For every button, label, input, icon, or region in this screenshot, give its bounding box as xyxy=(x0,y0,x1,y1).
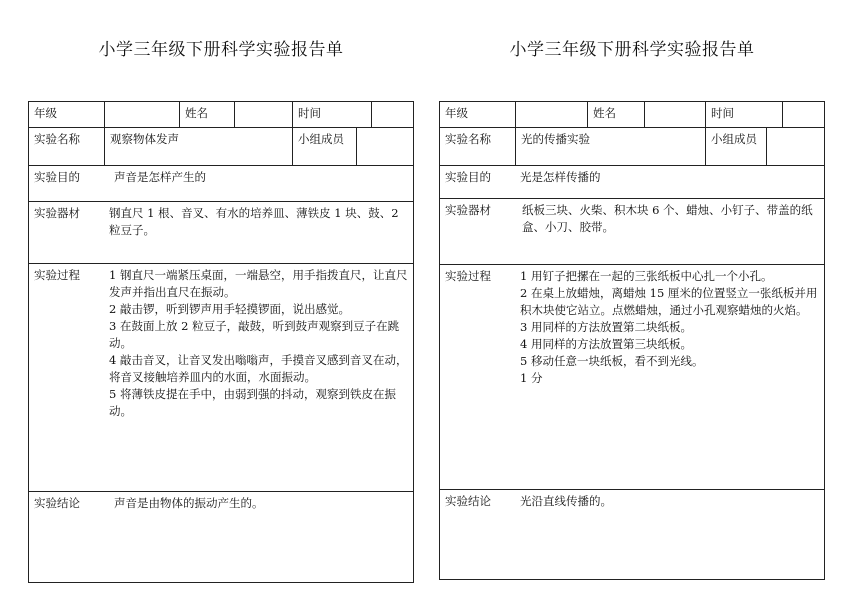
process-step-2: 2 敲击锣，听到锣声用手轻摸锣面，说出感觉。 xyxy=(109,302,350,316)
name-value[interactable] xyxy=(234,102,292,127)
purpose-value[interactable]: 声音是怎样产生的 xyxy=(114,170,206,184)
purpose-label: 实验目的 xyxy=(34,170,80,184)
conclusion-value[interactable]: 光沿直线传播的。 xyxy=(520,494,612,508)
row-conclusion xyxy=(440,490,824,579)
report-table xyxy=(439,101,825,580)
process-step-4: 4 用同样的方法放置第三块纸板。 xyxy=(520,337,692,351)
group-members-label: 小组成员 xyxy=(705,128,766,165)
process-value[interactable] xyxy=(104,264,413,491)
process-label: 实验过程 xyxy=(445,269,491,283)
row-process xyxy=(440,265,824,490)
name-label: 姓名 xyxy=(587,102,644,127)
grade-value[interactable] xyxy=(515,102,587,127)
row-experiment-name xyxy=(440,128,824,166)
experiment-name-value[interactable]: 观察物体发声 xyxy=(104,128,292,165)
conclusion-value[interactable]: 声音是由物体的振动产生的。 xyxy=(114,496,264,510)
experiment-name-label: 实验名称 xyxy=(445,132,491,146)
purpose-label: 实验目的 xyxy=(445,170,491,184)
name-value[interactable] xyxy=(644,102,705,127)
group-members-value[interactable] xyxy=(766,128,824,165)
process-value[interactable] xyxy=(515,265,824,489)
equipment-label: 实验器材 xyxy=(34,206,80,220)
row-equipment xyxy=(440,199,824,265)
conclusion-label: 实验结论 xyxy=(445,494,491,508)
process-step-1: 1 钢直尺一端紧压桌面，一端悬空，用手指拨直尺，让直尺发声并指出直尺在振动。 xyxy=(109,268,408,299)
row-conclusion xyxy=(29,492,413,582)
equipment-value[interactable]: 纸板三块、火柴、积木块 6 个、蜡烛、小钉子、带盖的纸盒、小刀、胶带。 xyxy=(522,203,813,234)
group-members-value[interactable] xyxy=(356,128,413,165)
row-process xyxy=(29,264,413,492)
row-grade-name-time xyxy=(440,102,824,128)
row-purpose xyxy=(29,166,413,202)
process-step-4: 4 敲击音叉，让音叉发出嗡嗡声，手摸音叉感到音叉在动，将音叉接触培养皿内的水面，水面振动。 xyxy=(109,353,408,384)
purpose-value[interactable]: 光是怎样传播的 xyxy=(520,170,601,184)
equipment-value[interactable]: 钢直尺 1 根、音叉、有水的培养皿、薄铁皮 1 块、鼓、2 粒豆子。 xyxy=(109,206,399,237)
process-step-3: 3 在鼓面上放 2 粒豆子，敲鼓，听到鼓声观察到豆子在跳动。 xyxy=(109,319,400,350)
row-experiment-name xyxy=(29,128,413,166)
row-purpose xyxy=(440,166,824,199)
row-grade-name-time xyxy=(29,102,413,128)
conclusion-label: 实验结论 xyxy=(34,496,80,510)
name-label: 姓名 xyxy=(179,102,234,127)
process-label: 实验过程 xyxy=(34,268,80,282)
process-step-2: 2 在桌上放蜡烛，离蜡烛 15 厘米的位置竖立一张纸板并用积木块使它站立。点燃蜡烛，通过小孔观察蜡烛的火焰。 xyxy=(520,286,818,317)
experiment-name-label: 实验名称 xyxy=(34,132,80,146)
row-equipment xyxy=(29,202,413,264)
process-step-6: 1 分 xyxy=(520,371,543,385)
time-label: 时间 xyxy=(292,102,371,127)
process-step-5: 5 将薄铁皮提在手中，由弱到强的抖动，观察到铁皮在振动。 xyxy=(109,387,396,418)
grade-value[interactable] xyxy=(104,102,179,127)
grade-label: 年级 xyxy=(34,106,57,120)
report-title: 小学三年级下册科学实验报告单 xyxy=(509,40,755,60)
group-members-label: 小组成员 xyxy=(292,128,356,165)
experiment-name-value[interactable]: 光的传播实验 xyxy=(515,128,705,165)
report-table xyxy=(28,101,414,583)
equipment-label: 实验器材 xyxy=(445,203,491,217)
process-step-1: 1 用钉子把摞在一起的三张纸板中心扎一个小孔。 xyxy=(520,269,773,283)
time-value[interactable] xyxy=(371,102,413,127)
report-title: 小学三年级下册科学实验报告单 xyxy=(98,40,344,60)
process-step-3: 3 用同样的方法放置第二块纸板。 xyxy=(520,320,692,334)
time-label: 时间 xyxy=(705,102,782,127)
grade-label: 年级 xyxy=(445,106,468,120)
time-value[interactable] xyxy=(782,102,824,127)
process-step-5: 5 移动任意一块纸板，看不到光线。 xyxy=(520,354,704,368)
